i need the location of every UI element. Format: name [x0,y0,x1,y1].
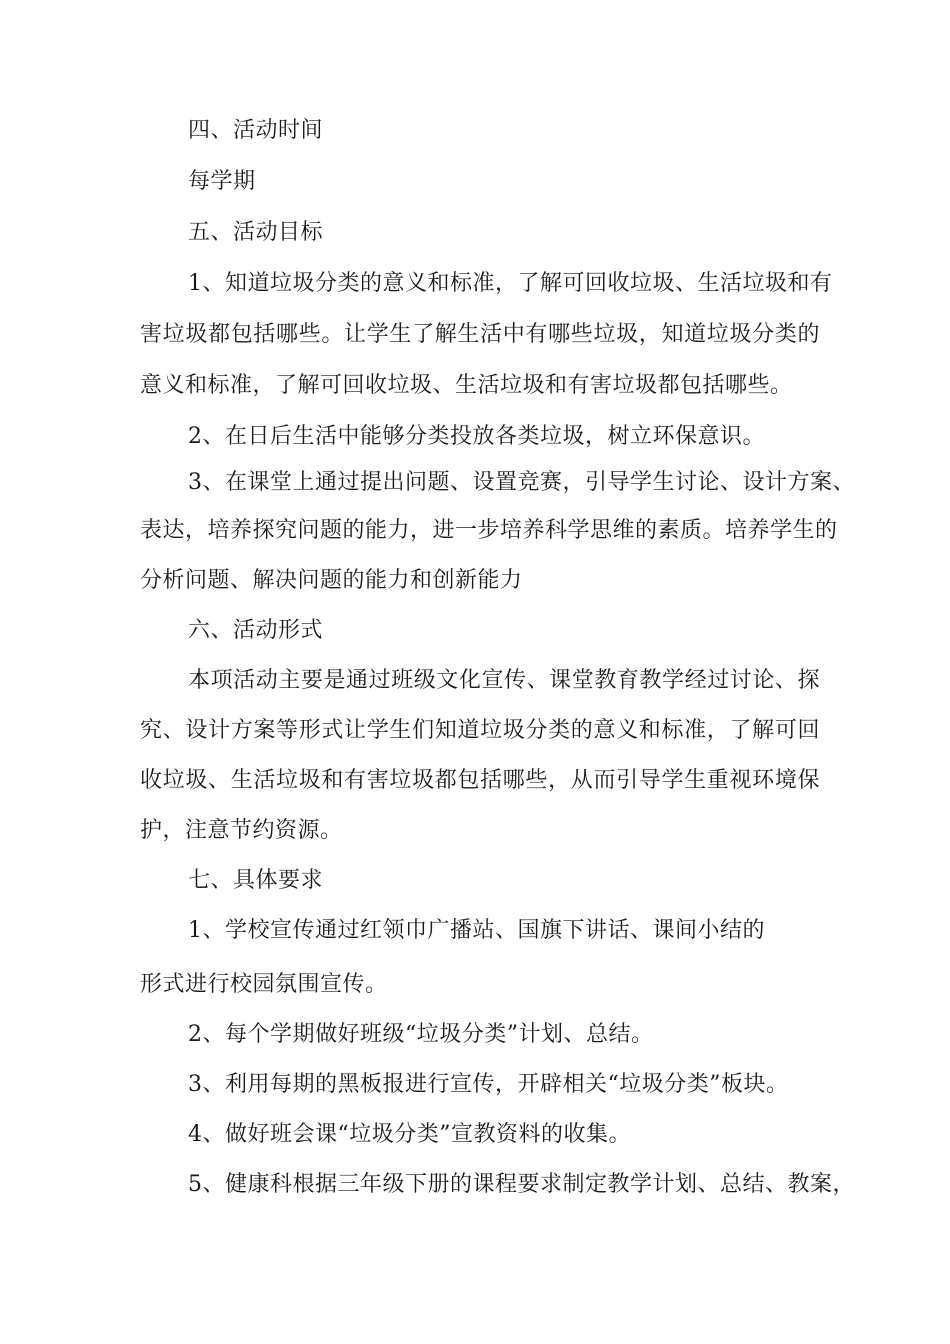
paragraph-line: 收垃圾、生活垃圾和有害垃圾都包括哪些，从而引导学生重视环境保 [140,768,820,793]
paragraph-line: 3、利用每期的黑板报进行宣传，开辟相关“垃圾分类”板块。 [188,1072,789,1097]
paragraph-line: 意义和标准，了解可回收垃圾、生活垃圾和有害垃圾都包括哪些。 [140,373,793,398]
paragraph-line: 害垃圾都包括哪些。让学生了解生活中有哪些垃圾，知道垃圾分类的 [140,322,820,347]
paragraph-line: 形式进行校园氛围宣传。 [140,972,388,997]
paragraph-line: 究、设计方案等形式让学生们知道垃圾分类的意义和标准，了解可回 [140,718,820,743]
paragraph-line: 5、健康科根据三年级下册的课程要求制定教学计划、总结、教案， [188,1172,855,1197]
paragraph-line: 3、在课堂上通过提出问题、设置竞赛，引导学生讨论、设计方案、 [188,470,855,495]
paragraph-line: 2、每个学期做好班级“垃圾分类”计划、总结。 [188,1022,654,1047]
heading-activity-form: 六、活动形式 [188,618,324,643]
paragraph-line: 4、做好班会课“垃圾分类”宣教资料的收集。 [188,1122,631,1147]
paragraph-line: 护，注意节约资源。 [140,818,343,843]
paragraph-line: 1、知道垃圾分类的意义和标准，了解可回收垃圾、生活垃圾和有 [188,271,833,296]
heading-specific-requirements: 七、具体要求 [188,868,324,893]
heading-activity-goals: 五、活动目标 [188,220,324,245]
paragraph-line: 分析问题、解决问题的能力和创新能力 [140,568,523,593]
paragraph-line: 1、学校宣传通过红领巾广播站、国旗下讲话、课间小结的 [188,918,765,943]
heading-activity-time: 四、活动时间 [188,118,324,143]
paragraph-line: 2、在日后生活中能够分类投放各类垃圾，树立环保意识。 [188,424,765,449]
paragraph-line: 本项活动主要是通过班级文化宣传、课堂教育教学经过讨论、探 [188,668,820,693]
paragraph-line: 表达，培养探究问题的能力，进一步培养科学思维的素质。培养学生的 [140,518,838,543]
paragraph-line: 每学期 [188,169,256,194]
